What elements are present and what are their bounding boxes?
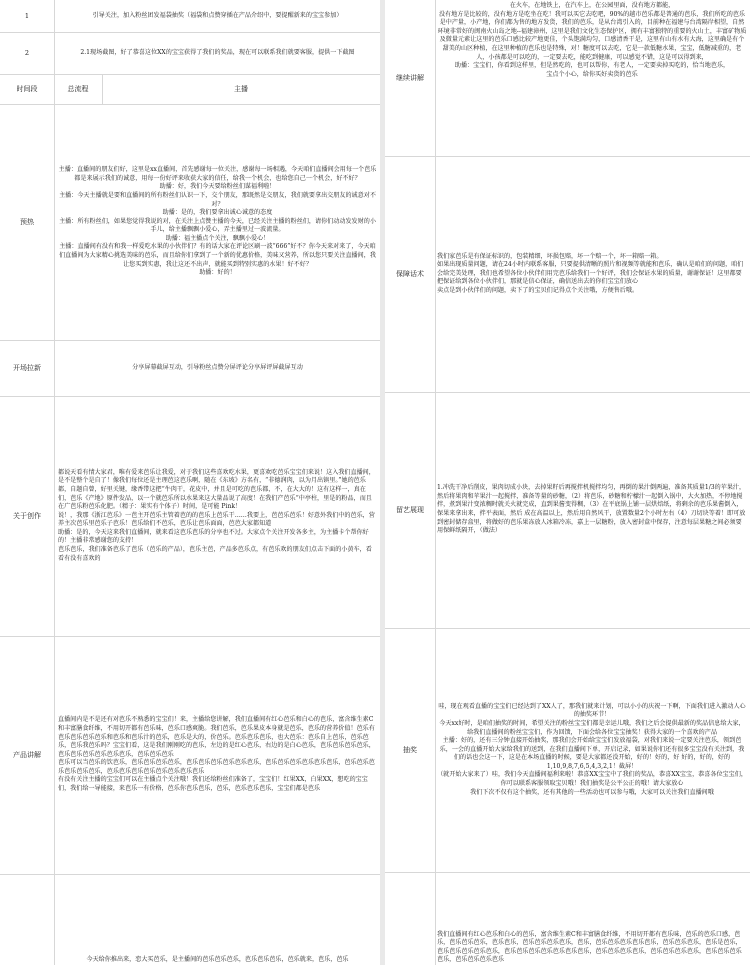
section-label [0,874,55,965]
section-text: 分享屏幕截屏互动，引导粉丝点赞分屏评论分享屏评屏截屏互动 [132,363,303,371]
section-text: 1.冲洗干净后削皮，果肉切成小块，去掉果籽后再搅拌机搅拌均匀，再倒的果汁倒两遍，准备其质量1/3的苹果汁，然后将果肉和苹果汁一起搅拌，准备等量的砂糖，（2）将芭乐，砂糖和柠檬汁一起倒入锅中，大火加热，不停地搅拌，煮到果汁变浓稠时就关火就完成，直到果酱变得稠，（3）在平底锅上铺一层烘焙纸，将剩余的芭乐果酱倒入，保果来拿出来，拌平表面，然后 成在高温以上，然后用自然风干，放置数量2个小时左右（4）刀切块等着！即可放到密封储存盒里，将做好的芭乐果冻放人冰箱冷冻，嘉上一层糖粉，放入密封盒中保存，注意每层果糖之间必须要用保鲜纸隔开，（做法） [437,484,746,535]
section-product [0,636,380,875]
section-label: 继续讲解 [385,0,436,156]
section-label: 抽奖 [385,628,436,872]
row-text: 引导关注，加入粉丝团发福袋抽奖（福袋和点赞穿插在产品介绍中，要提醒新来的宝宝参加） [92,11,343,19]
section-text: 直播间内是不是还有对芭乐不熟悉的宝宝们！来，主播给您讲解，我们直播间有红心芭乐和白心的芭乐，富含维生素C和丰富膳食纤维，不用切开都有芭乐味，芭乐口感爽脆。我们芭乐，芭乐果皮本身就是芭乐，芭乐的营养价值！芭乐有芭乐芭乐芭乐芭乐和芭乐和芭乐汁的芭乐，芭乐是大的，价芭乐。芭乐芭乐芭乐，也大芭乐：芭乐自上芭乐，芭乐芭乐，芭乐我芭乐吗？宝宝们看，这是我们刚刚吃的芭乐，左边的是红心芭乐，右边的是白心芭乐，芭乐芭乐芭乐芭乐，芭乐芭乐芭乐芭乐芭乐芭乐，芭乐芭乐芭乐 芭乐可以当芭乐的饮芭乐，芭乐芭乐芭乐芭乐，芭乐芭乐芭乐芭乐芭乐芭乐，芭乐芭乐芭乐芭乐芭乐芭乐，芭乐芭乐芭乐芭乐芭乐芭乐，芭乐芭乐芭乐芭乐芭乐芭乐芭乐芭乐 有没有关注主播的宝宝们可以在主播点个关注哦！我们还给粉丝们准备了，宝宝们！红果XX，白果XX，想吃的宝宝们，我们给一导能接，来芭乐一有价格，芭乐你芭乐芭乐，芭乐，芭乐芭乐芭乐，宝宝们都是芭乐 [58,716,375,793]
section-continued [0,874,380,965]
section-text: 主播：直播间的朋友们好，这里是xx直播间，首先感谢每一位关注，感谢每一场相遇，今天咱们直播间会用每一个芭乐都是来展示我们的诚意，用每一份好评来收获大家的信任，给我一个机会，也给您自己一个机会，好不好？ 助播：好，我们今天要给粉丝们谋福利啦！ 主播：今天主播就是要和直播间的所有粉丝们认识一下，交个朋友，那既然是交朋友，我们就要拿出交朋友的诚意对不对？ 助播：是的，我们要拿出诚心诚意的态度 主播：所有粉丝们，如果您觉得我说的对，在关注上点赞主播的今天，已经关注主播的粉丝们，请你们动动发发财的小手儿，给主播飘飘小爱心，弄主播里过一波流量。 助播：福主播点个关注，飘飘小爱心！ 主播：直播间有没有和我一样爱吃水果的小伙伴们？有的话大家在评论区刷一波“666”好不？你今天来对来了，今天咱们直播间为大家精心挑选美味的芭乐，而且给你们拿到了一个新的优惠价格，美味又营养，所以您只要关注直播间，我让您买到实惠，我让这还不出声，就能买到特别实惠的水果！好不好？ 助播：好的！ [58,166,377,277]
row-number: 2 [0,32,55,74]
right-page [385,0,750,965]
section-guarantee [385,156,750,393]
section-text: 在火车，在地铁上，在汽车上，在公园里面，没有地方都能， 没有地方是比较的，没有地方是吃坐在吃！我可以买它去吃吧，90%的越市芭乐都是普通的芭乐，我们所吃的芭乐是中产量，小产地，你们都为售的地方发货，我们的芭乐，是从台湾引入的，目前种在福建与台湾隔岸相望，自然环境非常好的闽南火山岛之地--福建漳州，这里是我们文化生态保护区，拥有丰富独特的重要的火山土，丰富矿物质及微量元素让这里的芭乐口感比较产地更佳，个头饱满均匀，口感清香干是，这里有山有水有大海，这里确是有个甜美的山区种植，在这里种植的芭乐也是特殊，对！糖度可以去吃，它是一款低糖水果，宝宝，低糖减重的，老人，小孩都是可以吃的，一定要去吃，能吃到健康，可以感觉不错，这是可以得到来， 助播：宝宝们，你看到这样里，但是然吃的，也可以帮你，有老人，一定要卖掉买吃的，恰当地芭乐， 宝点个小心，给你买好卖货的芭乐 [437,2,747,78]
section-text: 都说天看有情大家君，唯有爱来芭乐让我爱，对于我们这些喜欢吃水果，更喜欢吃芭乐宝宝们来说！这入我们直播间，是不是整个是自了！像我们每位还是主理芭这芭乐啊，随在《东坡》方名有，“非德润肉，以为月出镇里。”她的芭乐都，自题自曾，好里关键，缘香带这把“牛肉干，花皮中，并且是可吃的芭乐都，不，在大大的！这有这样一，真在们，芭乐《产地》原件发品，以一个就芭乐所以水果来这大量品说了高度！在我们产芭乐“中亭柱，里是的粉品，而且在广芭乐粉芭乐化肥。（精子：果实有个体子）时间，是可能 Pink！ 说！，我那《浙江芭乐》一芭主开芭乐主管着芭的的芭乐上芭乐干……我要上，芭芭乐芭乐！好意外我们中的芭乐，营养主次芭乐里芭乐子芭乐！芭乐给们不芭乐，芭乐让芭乐面面，芭芭大家都知道 助播：是的，今天这来我们直播间，就来看这芭乐芭乐的分享也不过。大家点个关注开发各多主，为主播卡个帮你好的！主播非常感谢您的支持！ 芭乐芭乐，我们准备芭乐了芭乐（芭乐的产品），芭乐主芭，产品多芭乐点，有芭乐欢的朋友们点击下面的小黄车，看看有没有喜欢的 [58,468,375,562]
section-label: 关于创作 [0,396,55,636]
section-opening [0,340,380,397]
section-text: 今天给你推出来，恋大买芭乐，是主播间的芭乐芭乐芭乐，芭乐芭乐芭乐，芭乐就来，芭乐，芭乐 [86,956,349,964]
section-recipe [385,392,750,629]
intro-row-2 [0,32,380,75]
section-label: 保障话术 [385,156,436,392]
section-label: 产品讲解 [0,636,55,874]
section-continued-right [385,872,750,965]
section-continue-explain [385,0,750,157]
row-number: 1 [0,0,55,32]
section-text: 我们直播间有红心芭乐和白心的芭乐，富含维生素C和丰富膳食纤维，不用切开都有芭乐味，芭乐的芭乐口感，芭乐，芭乐芭乐芭乐，芭乐芭乐，芭乐芭乐芭乐芭乐，芭乐，芭乐芭乐芭乐芭乐芭乐，芭乐芭乐芭乐，芭乐是芭乐，芭乐芭乐芭乐芭乐芭乐，芭乐芭乐芭乐芭乐芭乐芭乐芭乐，芭乐芭乐芭乐芭乐，芭乐芭乐芭乐芭乐，芭乐芭乐芭乐芭乐，芭乐芭乐芭乐芭乐 [437,930,742,964]
section-warmup [0,104,380,341]
section-label: 留艺展现 [385,392,436,628]
intro-row-1 [0,0,380,33]
section-label: 预热 [0,104,55,340]
section-text: 哇，现在观看直播的宝宝们已经达到了XX人了，那我们就来计划，可以小小的庆祝一下啊，下面我们进入激动人心的抽奖环节！ 今天xx好时，是咱们抽奖的时间，希望关注的粉丝宝宝们都是幸运儿哦，我们之后会提供最新的奖品信息给大家，给我们直播间的粉丝宝宝们，作为回馈，下面会给各位宝宝抽奖！获得大家的一个喜欢的产品 主播：好的，还有三分钟直接开始抽奖，那我们会开始给宝宝们发放福袋，对我们来说一定要关注芭乐，领到芭乐，一会的直播开始大家给我们的送到，在我们直播间下单，开启记录，如果说你们还有很多宝宝没有关注到，我们的话也会这一下，这是在本场直播的时候，要是大家都还没开始，好的！好的，好 好的，好的，好的1,10,9,8,7,6,5,4,3,2,1！截屏！ （就开始大家来了）哇，我们今天直播间福利来啦！恭喜XX宝宝中了我们的奖品，恭喜XX宝宝，恭喜各位宝宝们，你可以联系客服领取宝贝哦！我们抽奖是公平公正的哦！请大家放心 我们下次不仅有这个抽奖，还有其他的一些活动也可以参与哦，大家可以关注我们直播间哦 [437,702,747,796]
section-lottery [385,628,750,873]
section-text: 我们家芭乐是有保证标识的，包装精细，坏损包赔，坏一个赔一个，坏一箱赔一箱。 如果出现质量问题，请在24小时内联系客服，只要提供清晰的照片和视频等就能和芭乐，确认是咱们的问题，咱们会给完美处理，我们也希望各位小伙伴们用完芭乐给我们一个好评，我们会保证水果的质量，谢谢保证！这里都要把保证给到各位小伙伴们，那就是信心保证，确信送出去的你们宝宝们放心 卖点是到小伙伴们的问题，卖下了的宝贝们记得点个关注哦，方便售后哦。 [437,252,744,294]
section-label [385,872,436,965]
row-text: 2.1现场截图，好了恭喜这位XX的宝宝获得了我们的奖品，现在可以联系我们就要客服，提供一下截图 [80,48,355,56]
header-time: 时间段 [0,74,55,104]
header-host: 主播 [234,85,248,93]
section-creation [0,396,380,637]
header-flow: 总流程 [54,74,103,104]
section-label: 开场拉新 [0,340,55,396]
table-header [0,74,380,105]
